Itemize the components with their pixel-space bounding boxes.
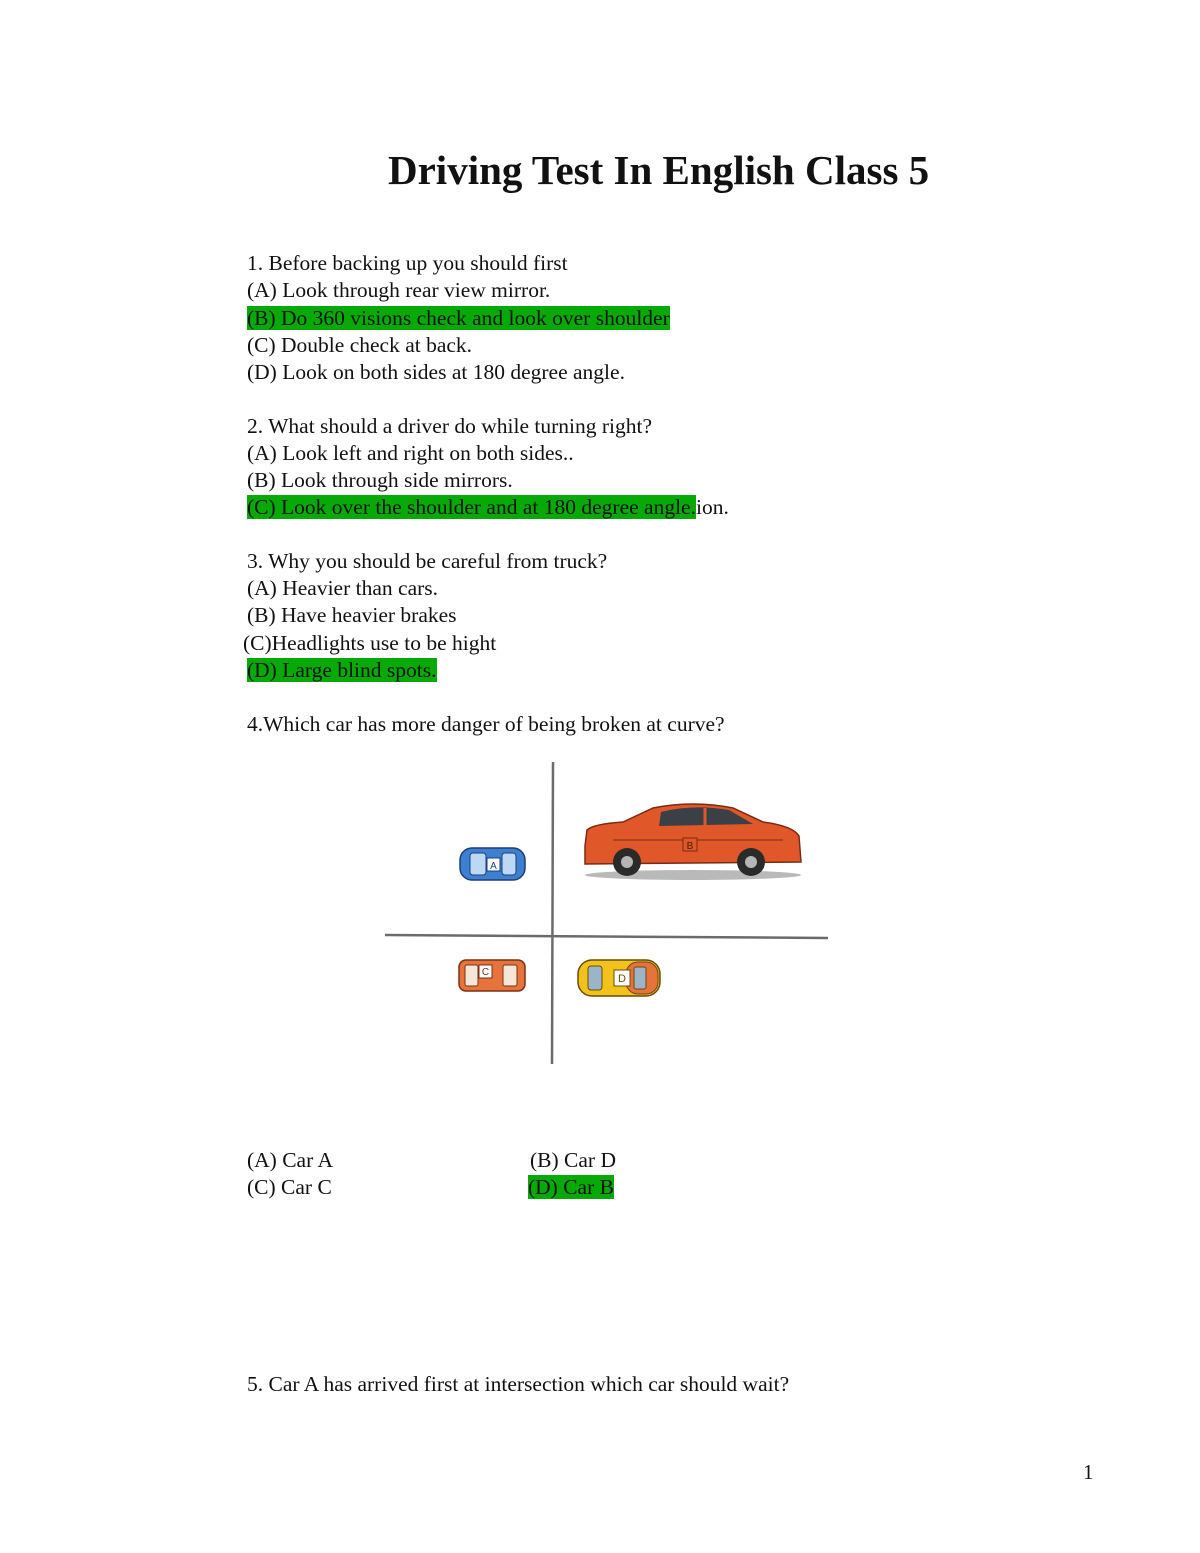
- q3-option-d-correct: (D) Large blind spots.: [247, 658, 437, 682]
- car-d-label: D: [618, 973, 626, 985]
- q2-option-a: (A) Look left and right on both sides..: [247, 441, 574, 465]
- q4-option-b: (B) Car D: [530, 1148, 616, 1172]
- car-c-label: C: [481, 967, 490, 978]
- q3-option-a: (A) Heavier than cars.: [247, 576, 439, 600]
- page-title: Driving Test In English Class 5: [388, 147, 930, 193]
- intersection-diagram: [380, 760, 835, 1070]
- car-a-label: A: [490, 861, 497, 872]
- q2-option-b: (B) Look through side mirrors.: [247, 468, 513, 492]
- horizontal-road-line: [385, 935, 828, 938]
- question-1: 1. Before backing up you should first: [247, 251, 568, 275]
- q1-option-c: (C) Double check at back.: [247, 333, 473, 357]
- q2-option-c-correct: (C) Look over the shoulder and at 180 degree angle.: [247, 495, 696, 519]
- q4-option-d-correct: (D) Car B: [528, 1175, 614, 1199]
- page-number: 1: [1083, 1460, 1094, 1484]
- q1-option-a: (A) Look through rear view mirror.: [247, 278, 551, 302]
- question-4: 4.Which car has more danger of being broken at curve?: [247, 712, 725, 736]
- q1-option-b-correct: (B) Do 360 visions check and look over shoulder: [247, 306, 670, 330]
- car-d-icon: [578, 960, 660, 996]
- q2-option-c-tail: ion.: [695, 495, 729, 519]
- car-b-icon: [585, 804, 801, 880]
- question-3: 3. Why you should be careful from truck?: [247, 549, 608, 573]
- q3-option-b: (B) Have heavier brakes: [247, 603, 457, 627]
- vertical-road-line: [552, 762, 553, 1064]
- car-c-icon: [459, 960, 525, 991]
- q4-option-a: (A) Car A: [247, 1148, 333, 1172]
- q4-option-c: (C) Car C: [247, 1175, 332, 1199]
- car-b-label: B: [686, 841, 694, 852]
- q3-option-c: (C)Headlights use to be hight: [243, 631, 497, 655]
- question-2: 2. What should a driver do while turning right?: [247, 414, 653, 438]
- q1-option-d: (D) Look on both sides at 180 degree angle.: [247, 360, 625, 384]
- car-a-icon: [460, 848, 525, 880]
- question-5: 5. Car A has arrived first at intersection which car should wait?: [247, 1372, 790, 1396]
